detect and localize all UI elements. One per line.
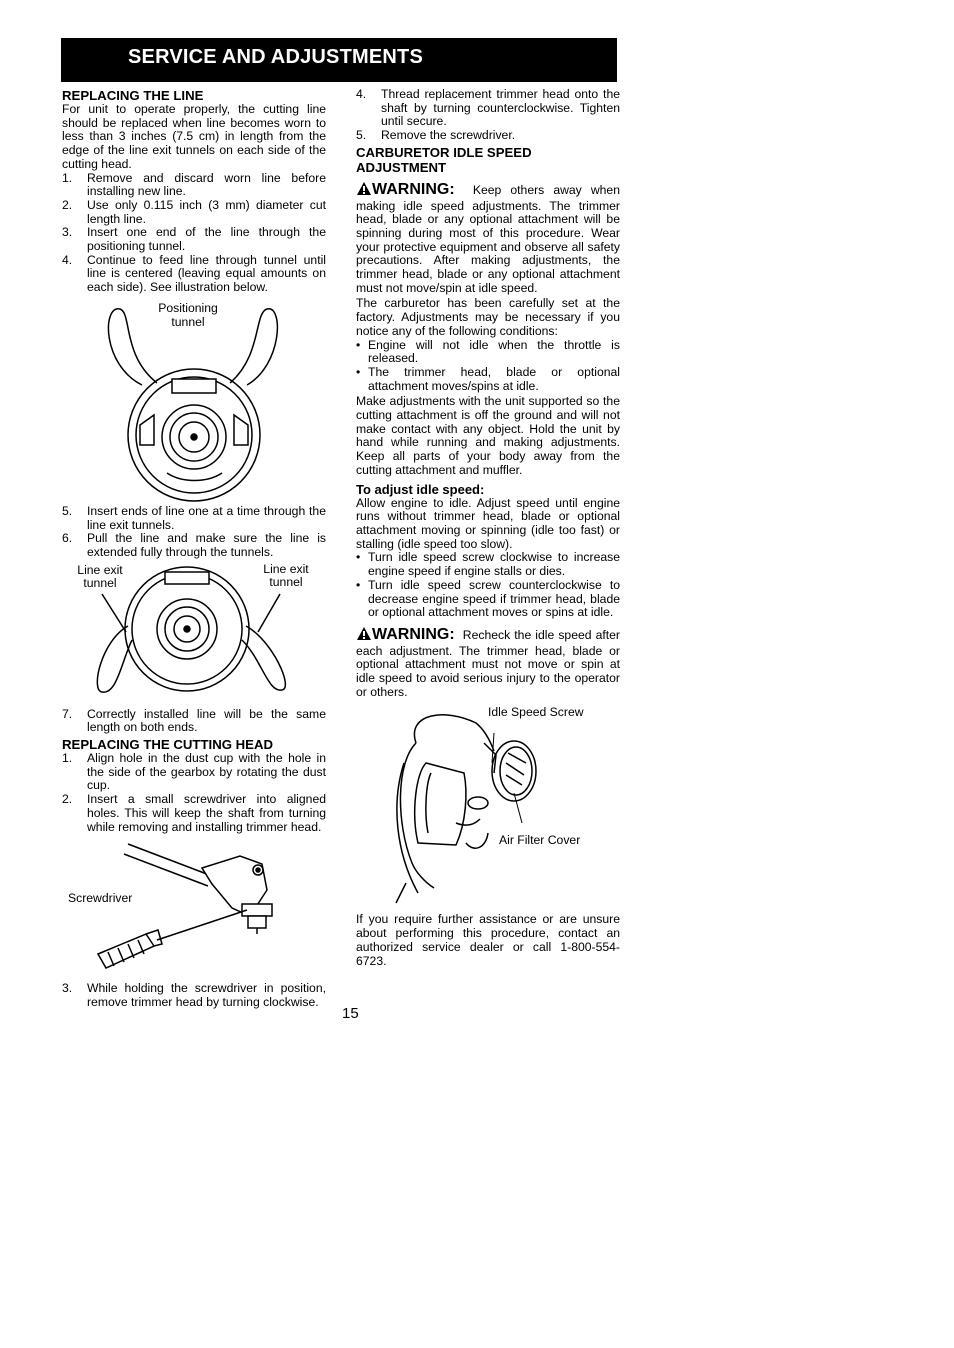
engine-illustration [356, 703, 620, 913]
positioning-tunnel-figure [62, 295, 326, 505]
head-steps-continued [356, 88, 620, 143]
carburetor-conditions [356, 339, 620, 394]
right-column [356, 88, 620, 968]
carburetor-heading: CARBURETOR IDLE SPEED ADJUSTMENT [356, 144, 532, 175]
list-item: • Turn idle speed screw clockwise to increase engine speed if engine stalls or dies. [356, 550, 620, 579]
replacing-head-heading: REPLACING THE CUTTING HEAD [62, 737, 273, 753]
gearbox-screwdriver-illustration [62, 834, 326, 982]
list-item: 4. Thread replacement trimmer head onto the shaft by turning counterclockwise. Tighten until secure. [356, 87, 620, 129]
left-column [62, 88, 326, 1010]
list-item: 3. Insert one end of the line through the positioning tunnel. [62, 225, 326, 254]
warning-1: WARNING: Keep others away when making idle speed adjustments. The trimmer head, blade or any optional attachment will be spinning during most of this procedure. Wear your protective equipment and observe all safety precautions. After making adjustments, the trimmer head, blade or any optional attachment must not move/spin at idle speed. [356, 180, 620, 295]
replacing-head-steps-2 [62, 982, 326, 1009]
warning-triangle-icon [356, 626, 372, 645]
positioning-tunnel-label: Positioning tunnel [158, 300, 218, 329]
replacing-line-steps-3 [62, 708, 326, 735]
engine-figure [356, 703, 620, 913]
list-item: 1. Remove and discard worn line before installing new line. [62, 170, 326, 199]
list-item: 5. Insert ends of line one at a time through the line exit tunnels. [62, 503, 326, 532]
list-item: 6. Pull the line and make sure the line is extended fully through the tunnels. [62, 531, 326, 559]
list-item: • Engine will not idle when the throttle is released. [356, 337, 620, 366]
list-item: • Turn idle speed screw counterclockwise to decrease engine speed if trimmer head, blade or optional attachment moves or spins at idle. [356, 577, 620, 620]
adjust-idle-para: Allow engine to idle. Adjust speed until engine runs without trimmer head, blade or optional attachment moving or spinning (idle too fast) or stalling (idle speed too slow). [356, 495, 620, 551]
list-item: 2. Use only 0.115 inch (3 mm) diameter cut length line. [62, 197, 326, 226]
replacing-line-heading: REPLACING THE LINE [62, 88, 204, 103]
idle-speed-screw-label: Idle Speed Screw [488, 705, 584, 720]
list-item: 1. Align hole in the dust cup with the hole in the side of the gearbox by rotating the dust cup. [62, 751, 326, 793]
warning-triangle-icon [356, 181, 372, 200]
adjust-idle-subheading: To adjust idle speed: [356, 481, 485, 497]
list-item: 4. Continue to feed line through tunnel until line is centered (leaving equal amounts on each side). See illustration below. [62, 252, 326, 295]
line-exit-label-right: Line exit tunnel [263, 561, 309, 590]
screwdriver-figure [62, 834, 326, 982]
list-item: • The trimmer head, blade or optional attachment moves/spins at idle. [356, 364, 620, 393]
replacing-line-steps [62, 172, 326, 295]
closing-paragraph: If you require further assistance or are unsure about performing this procedure, contact an authorized service dealer or call 1-800-554-6723. [356, 912, 620, 968]
list-item: 5. Remove the screwdriver. [356, 128, 516, 143]
carburetor-para-1: The carburetor has been carefully set at the factory. Adjustments may be necessary if you notice any of the following conditions: [356, 296, 620, 338]
replacing-head-steps [62, 752, 326, 834]
warning-2: WARNING: Recheck the idle speed after each adjustment. The trimmer head, blade or optional attachment must not move or spin at idle speed to avoid serious injury to the operator or others. [356, 625, 620, 699]
line-exit-label-left: Line exit tunnel [77, 562, 123, 591]
page-number: 15 [342, 1005, 359, 1022]
replacing-line-steps-2 [62, 505, 326, 560]
page-title: SERVICE AND ADJUSTMENTS [128, 46, 424, 68]
carburetor-para-2: Make adjustments with the unit supported so the cutting attachment is off the ground and will not make contact with any object. Hold the unit by hand while running and making adjustments. Keep all parts of your body away from the cutting attachment and muffler. [356, 394, 620, 477]
screwdriver-label: Screwdriver [68, 891, 133, 906]
replacing-line-intro: For unit to operate properly, the cutting line should be replaced when line becomes worn to less than 3 inches (7.5 cm) in length from the edge of the line exit tunnels on each side of the cutting head. [62, 102, 326, 171]
air-filter-cover-label: Air Filter Cover [499, 833, 581, 848]
line-exit-figure [62, 560, 326, 708]
idle-adjust-bullets [356, 551, 620, 620]
list-item: 7. Correctly installed line will be the same length on both ends. [62, 706, 326, 735]
list-item: 3. While holding the screwdriver in position, remove trimmer head by turning clockwise. [62, 981, 326, 1009]
list-item: 2. Insert a small screwdriver into aligned holes. This will keep the shaft from turning while removing and installing trimmer head. [62, 792, 326, 834]
